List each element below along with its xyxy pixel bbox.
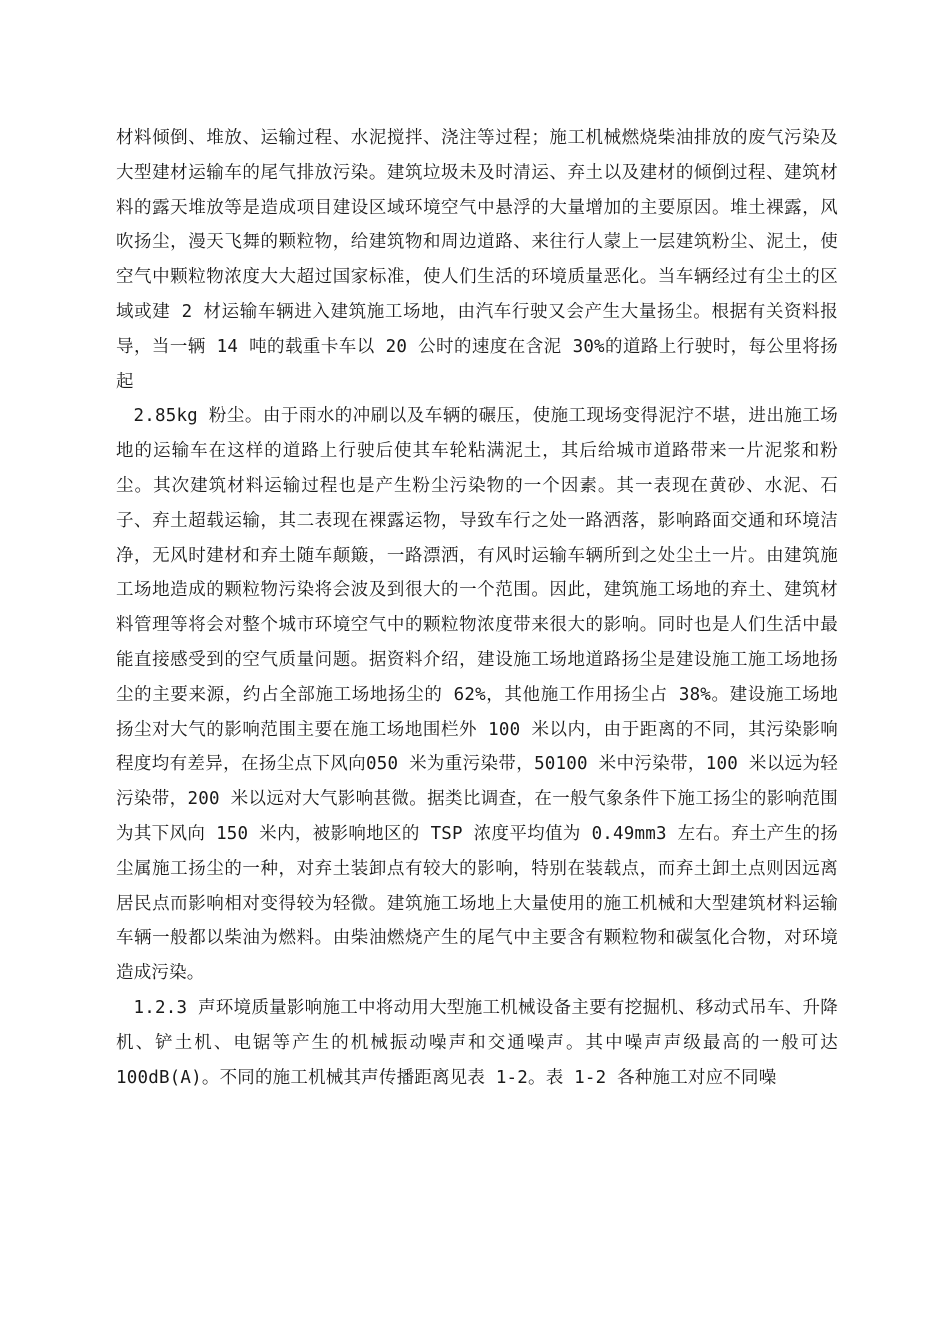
body-text [116, 121, 838, 1095]
paragraph-noise-impact: 1.2.3 声环境质量影响施工中将动用大型施工机械设备主要有挖掘机、移动式吊车、升降机、铲土机、电锯等产生的机械振动噪声和交通噪声。其中噪声声级最高的一般可达 100dB(A)。不同的施工机械其声传播距离见表 1-2。表 1-2 各种施工对应不同噪 [116, 997, 838, 1088]
paragraph-dust-impact: 2.85kg 粉尘。由于雨水的冲刷以及车辆的碾压，使施工现场变得泥泞不堪，进出施工场地的运输车在这样的道路上行驶后使其车轮粘满泥土，其后给城市道路带来一片泥浆和粉尘。其次建筑材料运输过程也是产生粉尘污染物的一个因素。其一表现在黄砂、水泥、石子、弃土超载运输，其二表现在裸露运物，导致车行之处一路洒落，影响路面交通和环境洁净，无风时建材和弃土随车颠簸，一路漂洒，有风时运输车辆所到之处尘土一片。由建筑施工场地造成的颗粒物污染将会波及到很大的一个范围。因此，建筑施工场地的弃土、建筑材料管理等将会对整个城市环境空气中的颗粒物浓度带来很大的影响。同时也是人们生活中最能直接感受到的空气质量问题。据资料介绍，建设施工场地道路扬尘是建设施工施工场地扬尘的主要来源，约占全部施工场地扬尘的 62%，其他施工作用扬尘占 38%。建设施工场地扬尘对大气的影响范围主要在施工场地围栏外 100 米以内，由于距离的不同，其污染影响程度均有差异，在扬尘点下风向050 米为重污染带，50100 米中污染带，100 米以远为轻污染带，200 米以远对大气影响甚微。据类比调查，在一般气象条件下施工扬尘的影响范围为其下风向 150 米内，被影响地区的 TSP 浓度平均值为 0.49mm3 左右。弃土产生的扬尘属施工扬尘的一种，对弃土装卸点有较大的影响，特别在装载点，而弃土卸土点则因远离居民点而影响相对变得较为轻微。建筑施工场地上大量使用的施工机械和大型建筑材料运输车辆一般都以柴油为燃料。由柴油燃烧产生的尾气中主要含有颗粒物和碳氢化合物，对环境造成污染。 [116, 406, 838, 984]
paragraph-dust-sources: 材料倾倒、堆放、运输过程、水泥搅拌、浇注等过程；施工机械燃烧柴油排放的废气污染及大型建材运输车的尾气排放污染。建筑垃圾未及时清运、弃土以及建材的倾倒过程、建筑材料的露天堆放等是造成项目建设区域环境空气中悬浮的大量增加的主要原因。堆土裸露，风吹扬尘，漫天飞舞的颗粒物，给建筑物和周边道路、来往行人蒙上一层建筑粉尘、泥土，使空气中颗粒物浓度大大超过国家标准，使人们生活的环境质量恶化。当车辆经过有尘土的区域或建 2 材运输车辆进入建筑施工场地，由汽车行驶又会产生大量扬尘。根据有关资料报导，当一辆 14 吨的载重卡车以 20 公时的速度在含泥 30%的道路上行驶时，每公里将扬起 [116, 128, 838, 392]
